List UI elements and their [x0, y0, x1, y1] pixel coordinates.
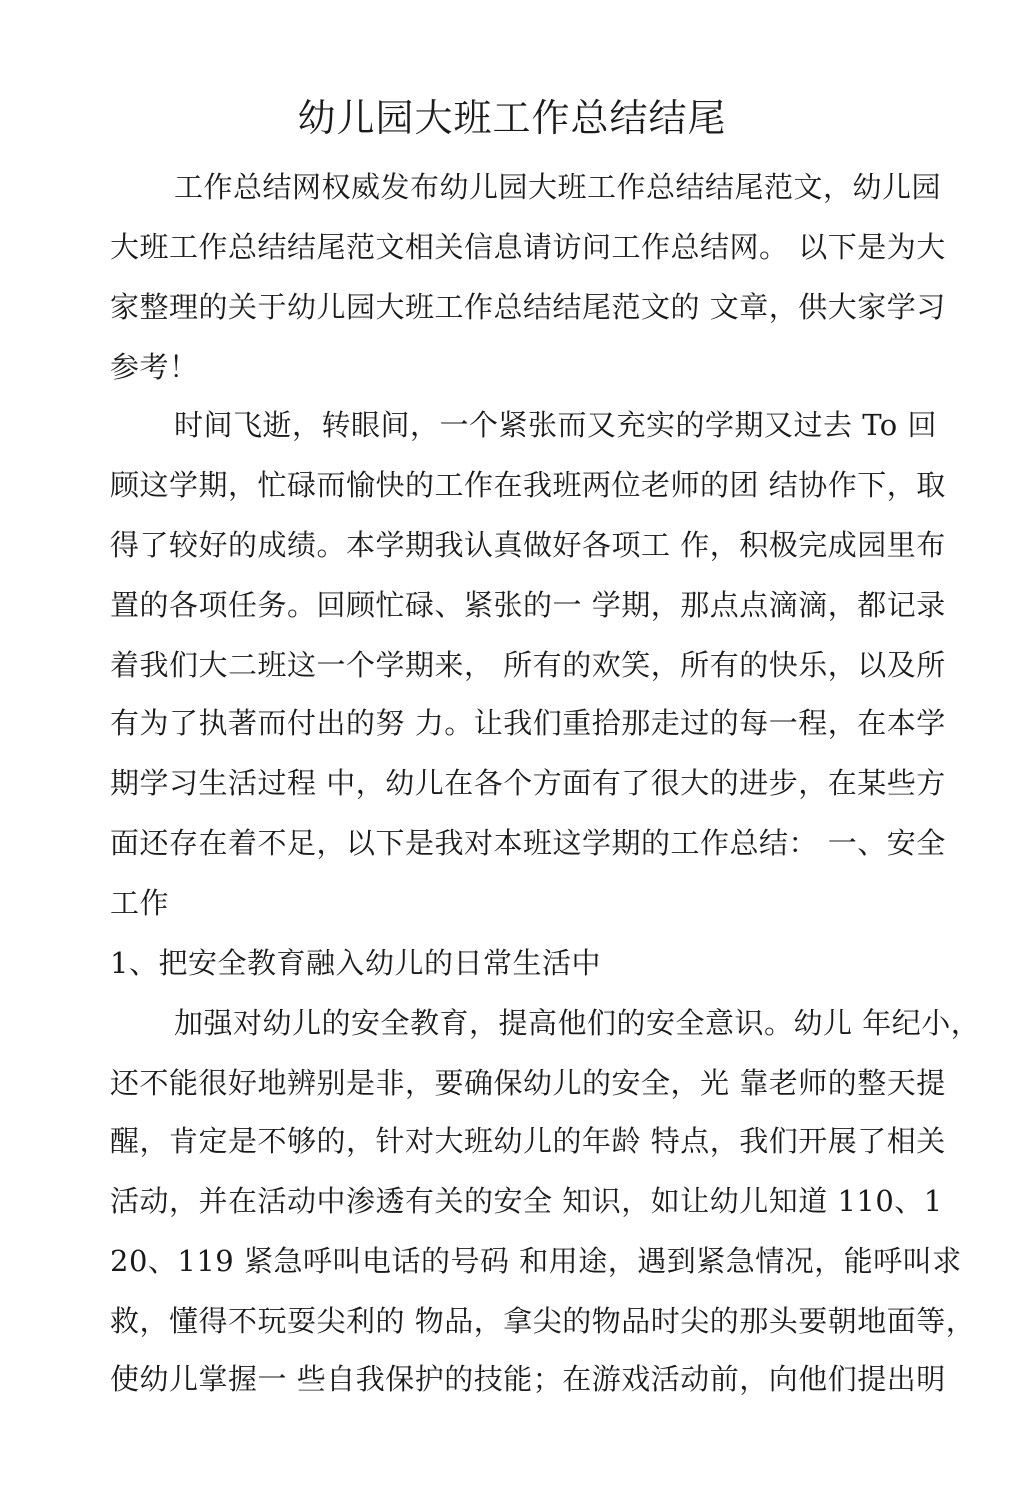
section-heading: 1、把安全教育融入幼儿的日常生活中 [110, 946, 601, 980]
paragraph-line: 顾这学期，忙碌而愉快的工作在我班两位老师的团 结协作下，取 [110, 468, 946, 502]
paragraph-line: 大班工作总结结尾范文相关信息请访问工作总结网。 以下是为大 [110, 230, 946, 264]
paragraph-line: 活动，并在活动中渗透有关的安全 知识，如让幼儿知道 110、1 [110, 1184, 943, 1218]
paragraph-line: 有为了执著而付出的努 力。让我们重拾那走过的每一程，在本学 [110, 706, 946, 740]
paragraph-line: 面还存在着不足，以下是我对本班这学期的工作总结： 一、安全 [110, 826, 946, 860]
paragraph-line: 时间飞逝，转眼间，一个紧张而又充实的学期又过去 To 回 [174, 408, 937, 442]
document-title: 幼儿园大班工作总结结尾 [297, 96, 727, 140]
paragraph-line: 醒，肯定是不够的，针对大班幼儿的年龄 特点，我们开展了相关 [110, 1124, 946, 1158]
paragraph-line: 参考！ [110, 350, 199, 384]
paragraph-line: 工作 [110, 886, 170, 920]
paragraph-line: 家整理的关于幼儿园大班工作总结结尾范文的 文章，供大家学习 [110, 290, 946, 324]
paragraph-line: 期学习生活过程 中，幼儿在各个方面有了很大的进步，在某些方 [110, 766, 946, 800]
paragraph-line: 着我们大二班这一个学期来， 所有的欢笑，所有的快乐，以及所 [110, 648, 946, 682]
paragraph-line: 工作总结网权威发布幼儿园大班工作总结结尾范文，幼儿园 [174, 170, 942, 204]
paragraph-line: 20、119 紧急呼叫电话的号码 和用途，遇到紧急情况，能呼叫求 [110, 1244, 962, 1278]
paragraph-line: 置的各项任务。回顾忙碌、紧张的一 学期，那点点滴滴，都记录 [110, 588, 946, 622]
paragraph-line: 救，懂得不玩耍尖利的 物品，拿尖的物品时尖的那头要朝地面等， [110, 1304, 976, 1338]
paragraph-line: 得了较好的成绩。本学期我认真做好各项工 作，积极完成园里布 [110, 528, 946, 562]
paragraph-line: 加强对幼儿的安全教育，提高他们的安全意识。幼儿 年纪小， [174, 1006, 981, 1040]
paragraph-line: 使幼儿掌握一 些自我保护的技能；在游戏活动前，向他们提出明 [110, 1362, 946, 1396]
paragraph-line: 还不能很好地辨别是非，要确保幼儿的安全，光 靠老师的整天提 [110, 1066, 946, 1100]
